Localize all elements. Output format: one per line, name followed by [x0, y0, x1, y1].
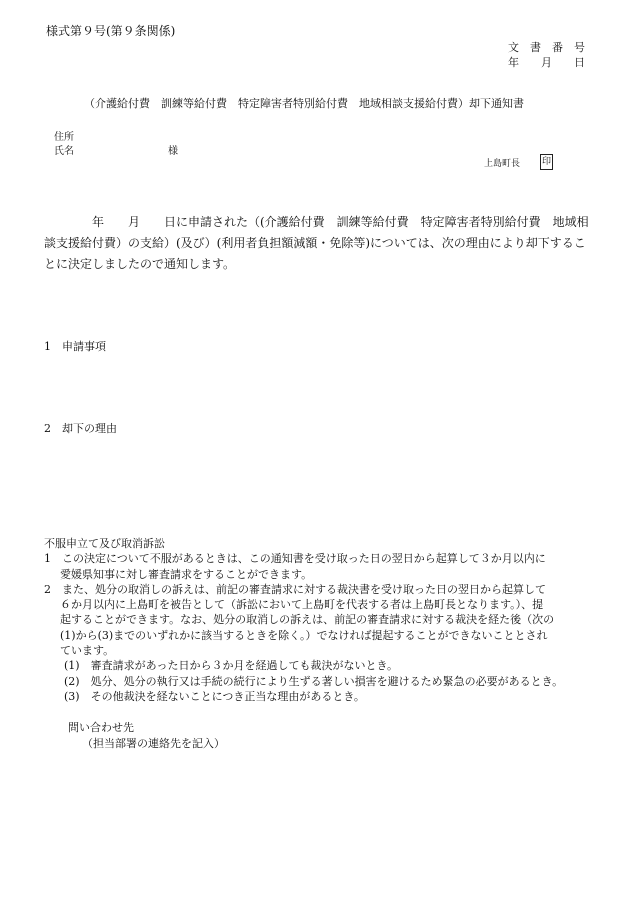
appeal-line: 1 この決定について不服があるときは、この通知書を受け取った日の翌日から起算して３か月以内に [44, 552, 546, 566]
contact-heading: 問い合わせ先 [68, 721, 134, 734]
document-date-label: 年 月 日 [508, 56, 585, 69]
body-line: とに決定しましたので通知します。 [44, 257, 236, 271]
appeal-heading: 不服申立て及び取消訴訟 [44, 537, 165, 550]
body-line: 談支援給付費）の支給）(及び）(利用者負担額減額・免除等)については、次の理由により却下するこ [44, 236, 586, 250]
appeal-subitem: (2) 処分、処分の執行又は手続の続行により生ずる著しい損害を避けるため緊急の必要があるとき。 [64, 674, 564, 688]
appeal-line: 2 また、処分の取消しの訴えは、前記の審査請求に対する裁決書を受け取った日の翌日から起算して [44, 582, 546, 596]
appeal-instructions [44, 536, 604, 704]
name-label: 氏名 [54, 146, 74, 157]
appeal-subitem: (1) 審査請求があった日から３か月を経過しても裁決がないとき。 [64, 659, 399, 673]
body-line: 年 月 日に申請された（(介護給付費 訓練等給付費 特定障害者特別給付費 地域相 [44, 215, 589, 229]
address-label: 住所 [54, 132, 74, 143]
seal-stamp: 印 [540, 154, 553, 170]
notice-title: （介護給付費 訓練等給付費 特定障害者特別給付費 地域相談支援給付費）却下通知書 [84, 97, 524, 110]
notice-body [44, 212, 592, 275]
appeal-line: ６か月以内に上島町を被告として（訴訟において上島町を代表する者は上島町長となります。）、提 [60, 598, 544, 612]
appeal-line: 起することができます。なお、処分の取消しの訴えは、前記の審査請求に対する裁決を経た後（次の [60, 613, 555, 627]
section-application-items: 1 申請事項 [44, 340, 106, 353]
form-number: 様式第９号(第９条関係) [46, 24, 176, 38]
document-number-label: 文 書 番 号 [508, 41, 585, 54]
issuer-name: 上島町長 [484, 159, 521, 169]
appeal-subitem: (3) その他裁決を経ないことにつき正当な理由があるとき。 [64, 689, 365, 703]
contact-note: （担当部署の連絡先を記入） [82, 737, 225, 750]
appeal-line: (1)から(3)までのいずれかに該当するときを除く。）でなければ提起することができないこととされ [60, 628, 548, 642]
section-rejection-reason: 2 却下の理由 [44, 422, 117, 435]
appeal-line: ています。 [60, 644, 115, 658]
appeal-line: 愛媛県知事に対し審査請求をすることができます。 [60, 567, 313, 581]
honorific: 様 [168, 146, 178, 157]
